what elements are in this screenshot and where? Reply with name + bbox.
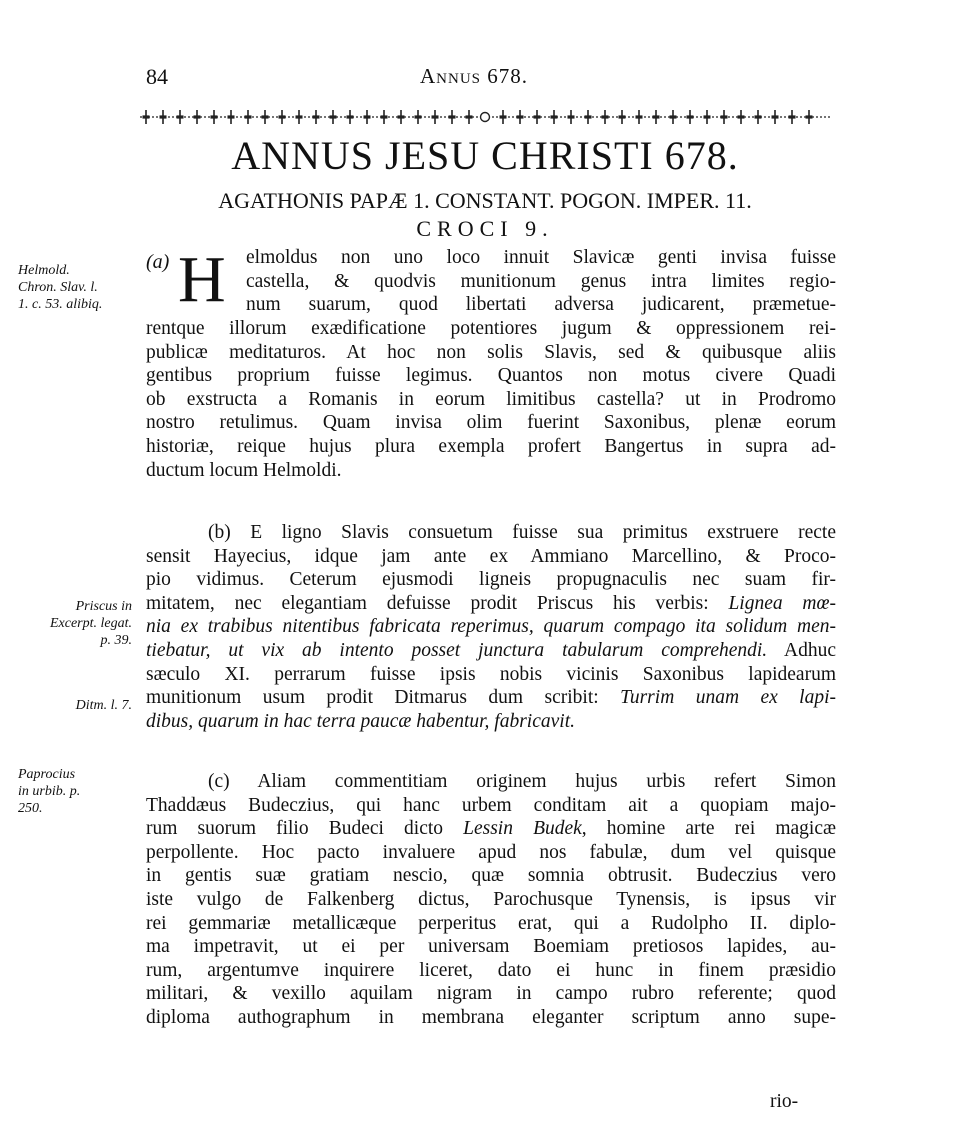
ornament-cross-bar [585, 115, 592, 118]
text-line: num suarum, quod libertati adversa judicarent, præmetue- [246, 294, 836, 316]
margin-note-helmold: Helmold. Chron. Slav. l. 1. c. 53. alibiq. [18, 263, 103, 312]
ornament-cross-bar [313, 115, 320, 118]
footnote-marker-a: (a) [146, 251, 170, 273]
text-line: nostro retulimus. Quam invisa olim fuerint Saxonibus, plenæ eorum [146, 412, 836, 434]
ornament-cross-bar [381, 115, 388, 118]
margin-note-paprocius: Paprocius in urbib. p. 250. [18, 767, 81, 816]
text-line: elmoldus non uno loco innuit Slavicæ genti invisa fuisse [246, 247, 836, 268]
text-line: ma impetravit, ut ei per universam Boemiam pretiosos lapides, au- [146, 936, 836, 958]
paragraph-b [146, 521, 836, 733]
ornament-cross-bar [534, 115, 541, 118]
text-segment: mitatem, nec elegantiam defuisse prodit Priscus his verbis: [146, 592, 729, 614]
text-segment: Adhuc [767, 639, 836, 661]
text-line: diploma authographum in membrana eleganter scriptum anno supe- [146, 1006, 836, 1028]
text-segment: munitionum usum prodit Ditmarus dum scribit: [146, 687, 621, 709]
text-line [146, 639, 836, 663]
ornament-cross-bar [772, 115, 779, 118]
ornament-cross-bar [415, 115, 422, 118]
text-line [146, 686, 836, 710]
ornament-cross-bar [517, 115, 524, 118]
margin-note-ditmarus: Ditm. l. 7. [75, 698, 132, 713]
text-line: publicæ meditaturos. At hoc non solis Slavis, sed & quibusque aliis [146, 341, 836, 363]
ornament-cross-bar [398, 115, 405, 118]
ornament-cross-bar [143, 115, 150, 118]
ornament-cross-bar [211, 115, 218, 118]
text-line: rum, argentumve inquirere liceret, dato ei hunc in finem præsidio [146, 959, 836, 981]
text-segment: , homine arte rei magicæ [581, 818, 836, 840]
italic-quote: Lignea mœ- [728, 592, 836, 614]
running-title: Annus 678. [420, 64, 529, 88]
italic-quote: Turrim unam ex lapi- [620, 687, 836, 709]
text-line: perpollente. Hoc pacto invaluere apud nos fabulæ, dum vel quisque [146, 841, 836, 863]
ornament-cross-bar [347, 115, 354, 118]
ornament-cross-bar [789, 115, 796, 118]
ornament-cross-bar [653, 115, 660, 118]
ornament-cross-bar [364, 115, 371, 118]
text-line: militari, & vexillo aquilam nigram in campo rubro referente; quod [146, 983, 836, 1005]
ornament-cross-bar [670, 115, 677, 118]
main-title: ANNUS JESU CHRISTI 678. [231, 133, 739, 178]
ornament-cross-bar [602, 115, 609, 118]
text-line: castella, & quodvis munitionum genus intra limites regio- [246, 270, 836, 292]
ornament-cross-bar [466, 115, 473, 118]
text-line-italic: dibus, quarum in hac terra paucæ habentur, fabricavit. [146, 710, 575, 732]
paragraph-c [146, 770, 836, 1030]
text-line: ductum locum Helmoldi. [146, 459, 342, 481]
ornament-cross-bar [636, 115, 643, 118]
text-line: gentibus proprium fuisse legimus. Quantos non motus civere Quadi [146, 365, 836, 387]
text-line: iste vulgo de Falkenberg dictus, Parochusque Tynensis, is ipsus vir [146, 888, 836, 910]
ornament-cross-bar [721, 115, 728, 118]
ornament-cross-bar [194, 115, 201, 118]
ornament-cross-bar [551, 115, 558, 118]
paragraph-a-body [146, 317, 836, 482]
ornament-cross-bar [619, 115, 626, 118]
drop-cap-letter: H [178, 243, 226, 316]
ornament-cross-bar [228, 115, 235, 118]
text-line: historiæ, reique hujus plura exempla profert Bangertus in supra ad- [146, 435, 836, 457]
ornament-cross-bar [704, 115, 711, 118]
text-line-italic: nia ex trabibus nitentibus fabricata reperimus, quarum compago ita solidum men- [146, 616, 836, 638]
ornament-cross-bar [279, 115, 286, 118]
ornament-cross-bar [500, 115, 507, 118]
text-line: rei gemmariæ metallicæque perperitus erat, qui a Rudolpho II. diplo- [146, 912, 836, 934]
text-line [146, 592, 836, 616]
ornament-cross-bar [687, 115, 694, 118]
ornament-cross-bar [296, 115, 303, 118]
ornament-cross-bar [160, 115, 167, 118]
ornament-cross-bar [568, 115, 575, 118]
subtitle-croci: CROCI 9. [416, 216, 554, 241]
ornament-cross-bar [755, 115, 762, 118]
text-line [146, 817, 836, 841]
text-line: (b) E ligno Slavis consuetum fuisse sua primitus exstruere recte [208, 522, 836, 543]
catchword: rio- [770, 1091, 799, 1112]
text-line: Thaddæus Budeczius, qui hanc urbem conditam ait a quopiam majo- [146, 794, 836, 816]
text-line: pio vidimus. Ceterum ejusmodi ligneis propugnaculis nec suam fir- [146, 569, 836, 591]
subtitle-popes-emperors: AGATHONIS PAPÆ 1. CONSTANT. POGON. IMPER. 11. [218, 188, 752, 213]
text-segment: rum suorum filio Budeci dicto [146, 818, 464, 840]
text-line: (c) Aliam commentitiam originem hujus urbis refert Simon [208, 771, 836, 792]
text-line: rentque illorum exædificatione potentiores jugum & oppressionem rei- [146, 318, 836, 339]
text-line: in gentis suæ gratiam nescio, quæ somnia obtrusit. Budeczius vero [146, 865, 836, 887]
ornament-cross-bar [806, 115, 813, 118]
ornament-cross-bar [449, 115, 456, 118]
ornament-cross-bar [738, 115, 745, 118]
ornament-cross-bar [177, 115, 184, 118]
ornamental-rule [140, 107, 830, 127]
ornament-cross-bar [330, 115, 337, 118]
text-line: sæculo XI. perrarum fuisse ipsis nobis vicinis Saxonibus lapidearum [146, 663, 836, 685]
ornament-cross-bar [432, 115, 439, 118]
paragraph-a-head [246, 246, 836, 317]
page-number: 84 [146, 64, 168, 89]
ornament-cross-bar [245, 115, 252, 118]
italic-quote: tiebatur, ut vix ab intento posset junctura tabularum comprehendi. [146, 639, 768, 661]
text-line: ob exstructa a Romanis in eorum limitibus castella? ut in Prodromo [146, 388, 836, 410]
margin-note-priscus: Priscus in Excerpt. legat. p. 39. [49, 599, 132, 648]
ornament-cross-bar [262, 115, 269, 118]
italic-name: Lessin Budek [463, 818, 582, 840]
text-line: sensit Hayecius, idque jam ante ex Ammiano Marcellino, & Proco- [146, 545, 836, 567]
